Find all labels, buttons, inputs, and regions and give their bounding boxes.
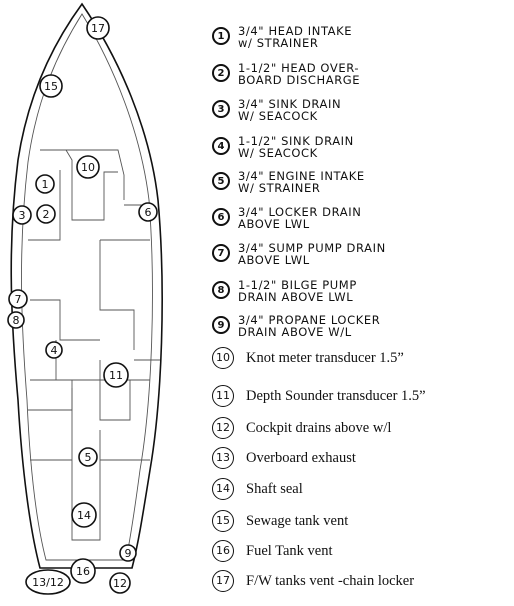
legend-number-badge: 3 (212, 100, 230, 118)
legend-item-label: 3/4" ENGINE INTAKE W/ STRAINER (238, 169, 365, 195)
legend-number-badge: 6 (212, 208, 230, 226)
hull-marker-10 (77, 156, 99, 178)
hull-marker-label: 6 (144, 206, 152, 219)
legend-number-badge: 8 (212, 281, 230, 299)
legend-item-label: 3/4" LOCKER DRAIN ABOVE LWL (238, 205, 362, 231)
hull-marker-label: 13/12 (32, 576, 64, 589)
legend-item-label: Overboard exhaust (246, 450, 356, 466)
hull-marker-13-12 (26, 570, 70, 594)
legend-item-label: 1-1/2" BILGE PUMP DRAIN ABOVE LWL (238, 278, 357, 304)
hull-marker-4 (46, 342, 62, 358)
hull-marker-12 (110, 573, 130, 593)
legend-item-label: 3/4" PROPANE LOCKER DRAIN ABOVE W/L (238, 313, 381, 339)
hull-marker-3 (13, 206, 31, 224)
hull-marker-15 (40, 75, 62, 97)
legend-item-label: Sewage tank vent (246, 513, 349, 529)
legend-number-badge: 7 (212, 244, 230, 262)
hull-marker-label: 5 (84, 451, 92, 464)
legend-item-label: F/W tanks vent -chain locker (246, 573, 415, 589)
legend-number-badge: 9 (212, 316, 230, 334)
legend-number-badge: 10 (212, 347, 234, 369)
legend-number-badge: 4 (212, 137, 230, 155)
legend-number-badge: 15 (212, 510, 234, 532)
legend-item-label: 3/4" HEAD INTAKE w/ STRAINER (238, 24, 353, 50)
legend-number-badge: 1 (212, 27, 230, 45)
hull-marker-label: 9 (124, 547, 132, 560)
hull-marker-label: 4 (50, 344, 58, 357)
hull-marker-label: 7 (14, 293, 22, 306)
hull-marker-label: 16 (76, 565, 90, 578)
hull-marker-17 (87, 17, 109, 39)
legend-number-badge: 17 (212, 570, 234, 592)
legend-item-label: Shaft seal (246, 481, 303, 497)
legend (212, 0, 512, 600)
legend-item-label: Depth Sounder transducer 1.5” (246, 388, 426, 404)
legend-item-label: Cockpit drains above w/l (246, 420, 392, 436)
legend-number-badge: 16 (212, 540, 234, 562)
hull-marker-11 (104, 363, 128, 387)
hull-marker-2 (37, 205, 55, 223)
legend-number-badge: 13 (212, 447, 234, 469)
hull-marker-6 (139, 203, 157, 221)
hull-marker-label: 14 (77, 509, 91, 522)
legend-number-badge: 12 (212, 417, 234, 439)
hull-marker-label: 8 (12, 314, 20, 327)
hull-marker-label: 1 (41, 178, 49, 191)
legend-number-badge: 14 (212, 478, 234, 500)
hull-marker-16 (71, 559, 95, 583)
hull-marker-8 (8, 312, 24, 328)
hull-marker-1 (36, 175, 54, 193)
legend-number-badge: 11 (212, 385, 234, 407)
legend-item-label: 1-1/2" HEAD OVER- BOARD DISCHARGE (238, 61, 361, 87)
hull-marker-7 (9, 290, 27, 308)
hull-marker-14 (72, 503, 96, 527)
legend-number-badge: 5 (212, 172, 230, 190)
legend-item-label: 3/4" SINK DRAIN W/ SEACOCK (238, 97, 342, 123)
legend-item-label: Knot meter transducer 1.5” (246, 350, 404, 366)
hull-marker-label: 12 (113, 577, 127, 590)
hull-marker-label: 2 (42, 208, 50, 221)
hull-markers (0, 0, 200, 600)
hull-marker-label: 10 (81, 161, 95, 174)
legend-item-label: Fuel Tank vent (246, 543, 333, 559)
hull-marker-label: 11 (109, 369, 123, 382)
hull-marker-5 (79, 448, 97, 466)
hull-marker-label: 15 (44, 80, 58, 93)
hull-marker-label: 3 (18, 209, 26, 222)
legend-item-label: 1-1/2" SINK DRAIN W/ SEACOCK (238, 134, 354, 160)
hull-marker-9 (120, 545, 136, 561)
legend-number-badge: 2 (212, 64, 230, 82)
legend-item-label: 3/4" SUMP PUMP DRAIN ABOVE LWL (238, 241, 386, 267)
hull-marker-label: 17 (91, 22, 105, 35)
